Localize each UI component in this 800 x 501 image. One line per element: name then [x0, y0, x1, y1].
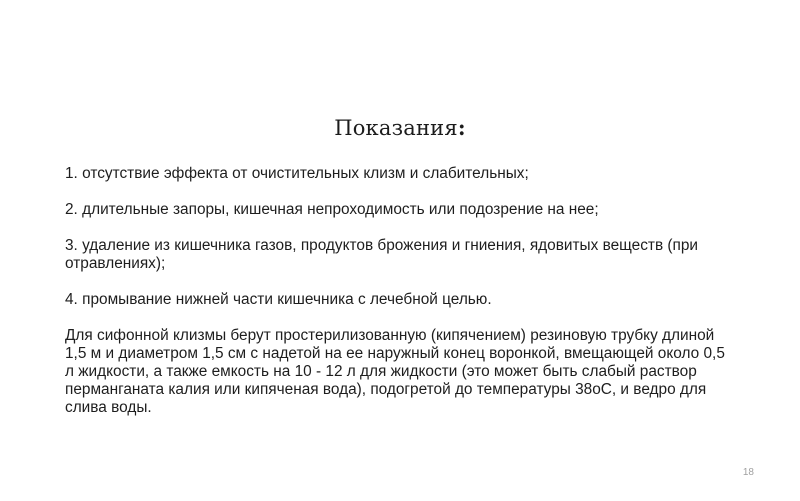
page-number: 18	[742, 467, 754, 478]
indication-2	[65, 201, 755, 219]
slide-title-colon: :	[457, 115, 466, 140]
indication-2-line-1: 2. длительные запоры, кишечная непроходимость или подозрение на нее;	[65, 201, 599, 218]
indication-1-line-1: 1. отсутствие эффекта от очистительных клизм и слабительных;	[65, 165, 529, 182]
indication-4-line-1: 4. промывание нижней части кишечника с лечебной целью.	[65, 291, 492, 308]
slide-title-text: Показания	[334, 116, 458, 140]
siphon-line-2: 1,5 м и диаметром 1,5 см с надетой на ее наружный конец воронкой, вмещающей около 0,5	[65, 345, 725, 362]
indication-4	[65, 291, 755, 309]
siphon-line-4: перманганата калия или кипяченая вода), подогретой до температуры 38оС, и ведро для	[65, 381, 707, 398]
slide-title	[0, 113, 800, 143]
slide-body	[65, 165, 755, 435]
indication-3	[65, 237, 755, 273]
siphon-line-1: Для сифонной клизмы берут простерилизованную (кипячением) резиновую трубку длиной	[65, 327, 715, 344]
siphon-line-3: л жидкости, а также емкость на 10 - 12 л для жидкости (это может быть слабый раствор	[65, 363, 697, 380]
indication-3-line-2: отравлениях);	[65, 255, 166, 272]
siphon-line-5: слива воды.	[65, 399, 152, 416]
indication-3-line-1: 3. удаление из кишечника газов, продуктов брожения и гниения, ядовитых веществ (при	[65, 237, 699, 254]
indication-1	[65, 165, 755, 183]
siphon-enema-description	[65, 327, 755, 417]
